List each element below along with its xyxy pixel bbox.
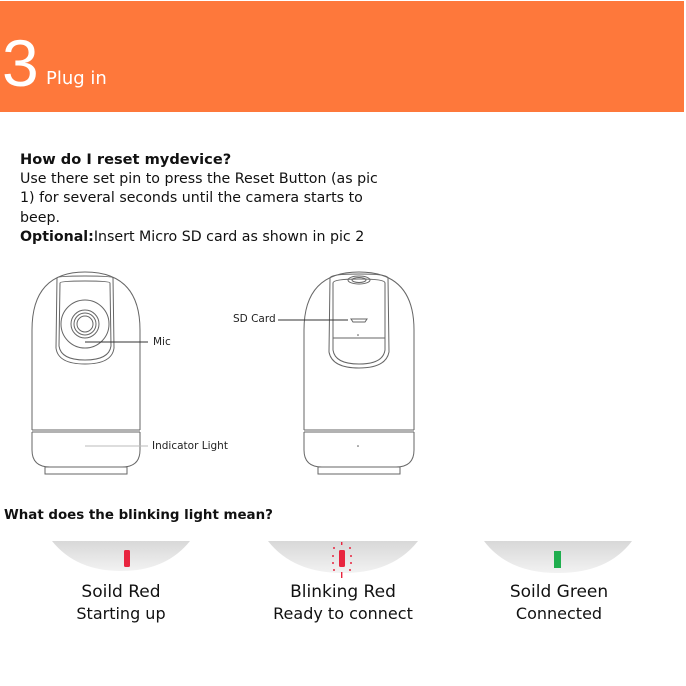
reset-answer: Use there set pin to press the Reset Button (as pic 1) for several seconds until the camera starts to beep. bbox=[20, 170, 378, 226]
reset-question: How do I reset mydevice? bbox=[20, 151, 232, 168]
red-light-icon bbox=[124, 550, 130, 567]
camera-front-illustration bbox=[32, 272, 148, 474]
indicator-dome-icon bbox=[268, 541, 418, 581]
state-subtitle: Ready to connect bbox=[273, 604, 413, 623]
blink-question: What does the blinking light mean? bbox=[4, 508, 273, 523]
green-light-icon bbox=[554, 551, 561, 568]
state-subtitle: Starting up bbox=[76, 604, 166, 623]
indicator-light-label: Indicator Light bbox=[152, 440, 228, 452]
state-subtitle: Connected bbox=[515, 604, 603, 623]
step-banner bbox=[0, 1, 684, 112]
indicator-dome-icon bbox=[484, 541, 634, 573]
light-state-solid-green bbox=[484, 541, 634, 625]
state-title: Soild Red bbox=[81, 582, 161, 602]
state-title: Soild Green bbox=[509, 582, 609, 602]
optional-note bbox=[20, 228, 420, 248]
optional-text: Insert Micro SD card as shown in pic 2 bbox=[93, 229, 365, 245]
step-title: Plug in bbox=[46, 68, 107, 89]
light-state-solid-red bbox=[46, 541, 196, 625]
optional-label: Optional: bbox=[20, 229, 94, 245]
camera-diagram bbox=[0, 265, 686, 480]
blinking-red-light-icon bbox=[339, 550, 345, 567]
sd-card-label: SD Card bbox=[233, 313, 276, 325]
state-title: Blinking Red bbox=[290, 582, 396, 602]
step-number: 3 bbox=[2, 26, 39, 100]
reset-section bbox=[20, 150, 420, 248]
camera-back-illustration bbox=[278, 272, 414, 474]
indicator-dome-icon bbox=[46, 541, 196, 573]
mic-label: Mic bbox=[153, 336, 171, 348]
light-state-blinking-red bbox=[268, 541, 418, 625]
